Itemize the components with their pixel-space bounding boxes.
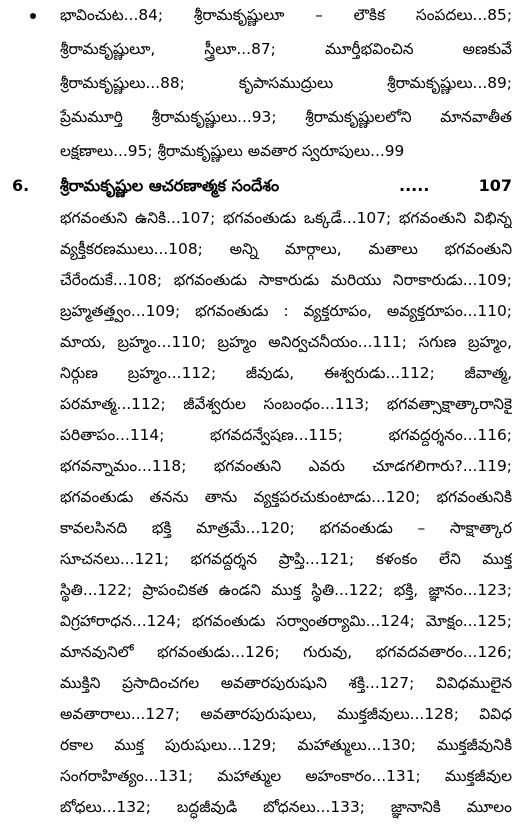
entry-line: భగవంతుని ఉనికి...107; భగవంతుడు ఒక్కడే...107; భగవంతుని విభిన్న xyxy=(60,209,512,227)
section-number: 6. xyxy=(12,176,30,195)
continuation-line: శ్రీరామకృష్ణులు...88; కృపాసముద్రులు శ్రీరామకృష్ణులు...89; xyxy=(60,74,512,92)
continuation-line: లక్షణాలు...95; శ్రీరామకృష్ణులు అవతార స్వరూపులు...99 xyxy=(60,142,405,160)
entry-line: రకాల ముక్త పురుషులు...129; మహాత్ములు...130; ముక్తజీవునికి xyxy=(60,736,512,754)
entry-line: సూచనలు...121; భగవద్దర్శన ప్రాప్తి...121; కళంకం లేని ముక్త xyxy=(60,550,512,568)
entry-line: నిర్గుణ బ్రహ్మం...112; జీవుడు, ఈశ్వరుడు...112; జీవాత్మ, xyxy=(60,364,512,382)
entry-line: పరమాత్మ...112; జీవేశ్వరుల సంబంధం...113; భగవత్సాక్షాత్కారానికై xyxy=(60,395,512,413)
entry-line: బోధలు...132; బద్ధజీవుడి బోధనలు...133; జ్ఞానానికి మూలం xyxy=(60,798,512,816)
entry-line: కావలసినది భక్తి మాత్రమే...120; భగవంతుడు – సాక్షాత్కార xyxy=(60,519,512,537)
continuation-line: ప్రేమమూర్తి శ్రీరామకృష్ణులు...93; శ్రీరామకృష్ణులలోని మానవాతీత xyxy=(60,108,512,126)
entry-line: భగవన్నామం...118; భగవంతుని ఎవరు చూడగలిగారు?...119; xyxy=(60,457,512,475)
section-title: శ్రీరామకృష్ణుల ఆచరణాత్మక సందేశం xyxy=(60,176,280,195)
section-page-number: 107 xyxy=(478,176,512,195)
entry-line: వ్యక్తీకరణములు...108; అన్ని మార్గాలు, మతాలు భగవంతుని xyxy=(60,240,512,258)
section-heading xyxy=(12,169,512,203)
bullet-icon xyxy=(30,13,36,19)
entry-line: చేరేందుకే...108; భగవంతుడు సాకారుడు మరియు నిరాకారుడు...109; xyxy=(60,271,512,289)
entry-line: అవతారాలు...127; అవతారపురుషులు, ముక్తజీవులు...128; వివిధ xyxy=(60,705,512,723)
entry-line: ముక్తిని ప్రసాదించగల అవతారపురుషుని శక్తి...127; వివిధములైన xyxy=(60,674,512,692)
entry-line: విగ్రహారాధన...124; భగవంతుడు సర్వాంతర్యామి...124; మోక్షం...125; xyxy=(60,612,512,630)
entry-line: స్థితి...122; ప్రాపంచికత ఉండని ముక్త స్థితి...122; భక్తి, జ్ఞానం...123; xyxy=(60,581,512,599)
entry-line: మానవునిలో భగవంతుడు...126; గురువు, భగవదవతారం...126; xyxy=(60,643,512,661)
entry-line: పరితాపం...114; భగవదన్వేషణ...115; భగవద్దర్శనం...116; xyxy=(60,426,512,444)
continuation-line: శ్రీరామకృష్ణులూ, స్త్రీలూ...87; మూర్తీభవించిన అణకువే xyxy=(60,40,512,58)
leader-dots: ..... xyxy=(399,176,430,195)
entry-line: బ్రహ్మతత్త్వం...109; భగవంతుడు : వ్యక్తరూపం, అవ్యక్తరూపం...110; xyxy=(60,302,512,320)
entry-line: భగవంతుడు తనను తాను వ్యక్తపరచుకుంటాడు...120; భగవంతునికి xyxy=(60,488,512,506)
continuation-line: భావించుట...84; శ్రీరామకృష్ణులూ – లౌకిక సంపదలు...85; xyxy=(60,6,512,24)
entry-line: మాయ, బ్రహ్మం...110; బ్రహ్మం అనిర్వచనీయం...111; సగుణ బ్రహ్మం, xyxy=(60,333,512,351)
entry-line: సంగరాహిత్యం...131; మహాత్ముల అహంకారం...131; ముక్తజీవుల xyxy=(60,767,512,785)
